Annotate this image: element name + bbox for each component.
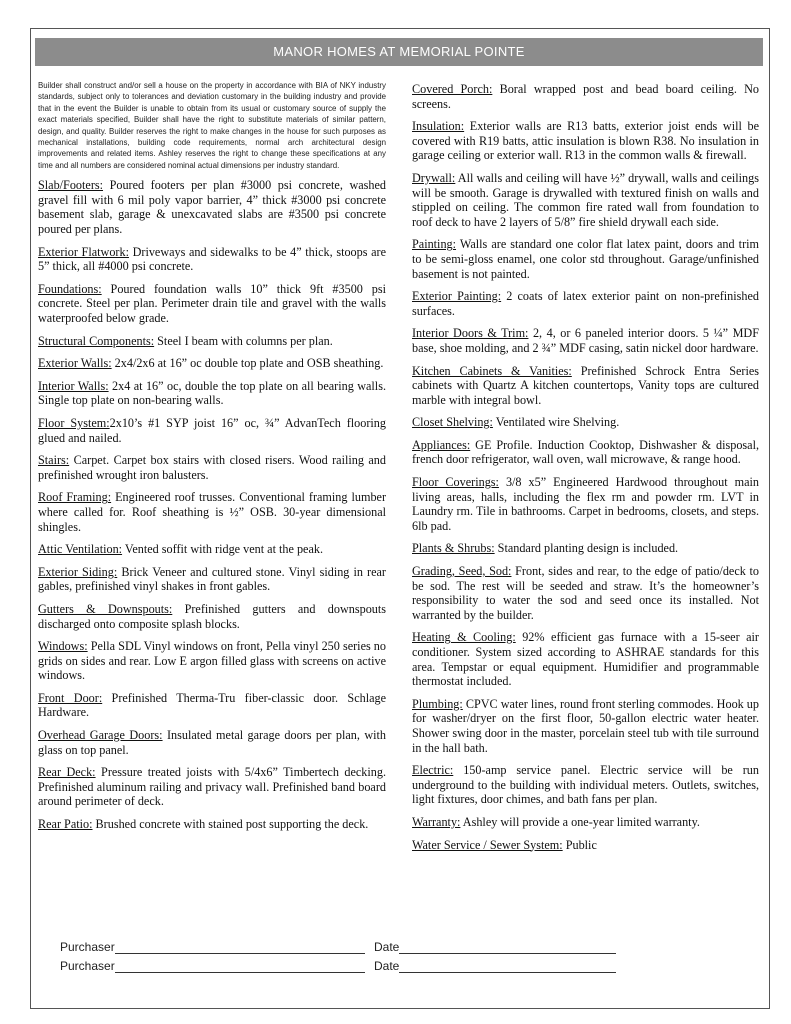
spec-text: Poured footers per plan #3000 psi concrete, washed gravel fill with 6 mil poly vapor barrier, 4” thick #3000 psi concrete basement slab, garage & unexcavated slabs are #3500 psi concrete poured per plans. <box>38 178 386 237</box>
spec-heading: Grading, Seed, Sod: <box>412 564 512 579</box>
spec-heading: Rear Deck: <box>38 765 96 780</box>
spec-text: Engineered roof trusses. Conventional framing lumber where called for. Roof sheathing is ½” OSB. 30-year dimensional shingles. <box>38 490 387 534</box>
date-label: Date <box>374 959 400 973</box>
spec-text: 2x4/2x6 at 16” oc double top plate and OSB sheathing. <box>111 356 384 371</box>
spec-text: All walls and ceiling will have ½” drywall, walls and ceilings will be smooth. Garage is drywalled with textured finish on walls and stippled on ceiling. The common fire rated wall from foundation to roof deck to have 2 layers of 5/8” fire shield drywall each side. <box>412 170 759 229</box>
date-line[interactable] <box>399 960 616 973</box>
signature-line[interactable] <box>115 941 365 954</box>
spec-heading: Plumbing: <box>412 696 463 711</box>
document-frame <box>30 28 770 1009</box>
spec-section <box>38 639 386 683</box>
purchaser-label: Purchaser <box>60 959 115 973</box>
spec-text: Pressure treated joists with 5/4x6” Timbertech decking. Prefinished aluminum railing and privacy wall. Prefinished band board around perimeter of deck. <box>38 765 387 809</box>
spec-heading: Heating & Cooling: <box>412 630 516 645</box>
spec-heading: Slab/Footers: <box>38 178 104 193</box>
spec-section <box>38 356 386 371</box>
spec-heading: Front Door: <box>38 690 103 705</box>
spec-section <box>412 541 759 556</box>
spec-text: GE Profile. Induction Cooktop, Dishwasher & disposal, french door refrigerator, wall oven, wall microwave, & range hood. <box>412 437 759 467</box>
spec-heading: Interior Doors & Trim: <box>412 326 529 341</box>
spec-text: Poured foundation walls 10” thick 9ft #3500 psi concrete. Steel per plan. Perimeter drain tile and gravel with the walls waterproofed below grade. <box>38 281 386 325</box>
spec-heading: Closet Shelving: <box>412 415 493 430</box>
builder-disclaimer: Builder shall construct and/or sell a house on the property in accordance with BIA of NKY industry standards, subject only to tolerances and deviation customary in the building industry and provide that in the event the Builder is unable to obtain from its usual or customary source of supply the exact materials specified, Builder shall have the right to substitute materials of similar pattern, design, and quality. Builder reserves the right to make changes in the house for such purposes as mechanical installations, building code requirements, normal arch architectural design improvements and related items. Ashley reserves the right to change these specifications at any time and all numbers are considered nominal actual dimensions per industry standard. <box>38 81 386 170</box>
spec-heading: Windows: <box>38 639 88 654</box>
page-title: MANOR HOMES AT MEMORIAL POINTE <box>35 38 763 66</box>
spec-section <box>412 815 759 830</box>
spec-text: Public <box>562 837 597 852</box>
purchaser-signature-line-1[interactable] <box>60 940 365 954</box>
spec-text: Steel I beam with columns per plan. <box>154 333 333 348</box>
spec-text: Standard planting design is included. <box>494 541 679 556</box>
right-column <box>412 82 759 860</box>
spec-heading: Kitchen Cabinets & Vanities: <box>412 363 572 378</box>
spec-text: 2x4 at 16” oc, double the top plate on all bearing walls. Single top plate on non-bearing walls. <box>38 378 386 408</box>
spec-heading: Covered Porch: <box>412 82 493 96</box>
spec-text: Carpet. Carpet box stairs with closed risers. Wood railing and prefinished wrought iron balusters. <box>38 453 386 482</box>
spec-section <box>412 475 759 533</box>
spec-heading: Exterior Walls: <box>38 356 112 371</box>
spec-heading: Gutters & Downspouts: <box>38 601 173 616</box>
spec-text: 92% efficient gas furnace with a 15-seer air conditioner. System sized according to ASHRAE standards for this area. Tempstar or equal equipment. Humidifier and programmable thermostat included. <box>412 630 759 689</box>
spec-heading: Interior Walls: <box>38 378 109 393</box>
spec-heading: Exterior Siding: <box>38 564 118 579</box>
spec-text: Walls are standard one color flat latex paint, doors and trim to be semi-gloss enamel, one color std throughout. Garage/unfinished basement is not painted. <box>412 237 759 281</box>
spec-text: Prefinished Schrock Entra Series cabinets with Quartz A kitchen countertops, Vanity tops are cultured marble with integral bowl. <box>412 363 759 407</box>
spec-section <box>38 691 386 720</box>
spec-section <box>38 245 386 274</box>
spec-section <box>412 630 759 688</box>
spec-text: 2 coats of latex exterior paint on non-prefinished surfaces. <box>412 289 759 318</box>
spec-section <box>412 564 759 622</box>
spec-text: Driveways and sidewalks to be 4” thick, stoops are 5” thick, all #4000 psi concrete. <box>38 244 386 274</box>
spec-heading: Drywall: <box>412 170 456 185</box>
spec-heading: Foundations: <box>38 281 102 296</box>
spec-text: 2, 4, or 6 paneled interior doors. 5 ¼” MDF base, shoe molding, and 2 ¾” MDF casing, satin nickel door hardware. <box>412 326 759 355</box>
spec-section <box>38 542 386 557</box>
signature-line[interactable] <box>115 960 365 973</box>
spec-heading: Warranty: <box>412 814 461 829</box>
spec-text: CPVC water lines, round front sterling commodes. Hook up for washer/dryer on the first floor, 50-gallon electric water heater. Shower swing door in the master, porcelain steel tub with tile surround in the hall bath. <box>412 696 759 755</box>
spec-text: Ashley will provide a one-year limited warranty. <box>460 814 700 829</box>
spec-section <box>412 364 759 408</box>
spec-section <box>412 697 759 755</box>
spec-heading: Water Service / Sewer System: <box>412 837 563 852</box>
spec-text: Front, sides and rear, to the edge of patio/deck to be sod. The rest will be seeded and straw. It’s the homeowner’s responsibility to water the sod and seed once its installed. Not warranted by the builder. <box>412 564 759 622</box>
spec-section <box>412 289 759 318</box>
spec-section <box>412 119 759 163</box>
purchaser-label: Purchaser <box>60 940 115 954</box>
date-line-1[interactable] <box>374 940 616 954</box>
left-column <box>38 80 386 840</box>
spec-section <box>38 565 386 594</box>
spec-section <box>38 490 386 534</box>
spec-text: 2x10’s #1 SYP joist 16” oc, ¾” AdvanTech flooring glued and nailed. <box>38 415 386 445</box>
date-label: Date <box>374 940 400 954</box>
spec-section <box>38 453 386 482</box>
spec-text: Ventilated wire Shelving. <box>492 415 620 430</box>
spec-section <box>38 334 386 349</box>
spec-text: 150-amp service panel. Electric service will be run underground to the building with individual meters. Outlets, switches, light fixtures, door chimes, and bath fans per plan. <box>412 763 759 807</box>
spec-text: Brick Veneer and cultured stone. Vinyl siding in rear gables, prefinished vinyl shakes in front gables. <box>38 564 386 594</box>
date-line[interactable] <box>399 941 616 954</box>
spec-text: Insulated metal garage doors per plan, with glass on top panel. <box>38 728 387 757</box>
spec-text: Pella SDL Vinyl windows on front, Pella vinyl 250 series no grids on sides and rear. Low E argon filled glass with screens on active windows. <box>38 639 386 683</box>
spec-section <box>38 602 386 631</box>
spec-heading: Structural Components: <box>38 333 155 348</box>
spec-text: Brushed concrete with stained post supporting the deck. <box>92 817 369 832</box>
spec-heading: Electric: <box>412 763 454 778</box>
spec-heading: Painting: <box>412 237 457 252</box>
spec-section <box>38 765 386 809</box>
date-line-2[interactable] <box>374 959 616 973</box>
spec-heading: Floor System: <box>38 415 110 430</box>
spec-section <box>412 82 759 111</box>
spec-section <box>412 415 759 430</box>
spec-heading: Floor Coverings: <box>412 475 499 490</box>
spec-text: Exterior walls are R13 batts, exterior joist ends will be covered with R19 batts, attic insulation is blown R38. No insulation in garage ceiling or exterior wall. R13 in the common walls & firewall. <box>412 119 759 163</box>
spec-heading: Roof Framing: <box>38 490 112 505</box>
spec-section <box>38 728 386 757</box>
spec-heading: Rear Patio: <box>38 817 93 832</box>
spec-section <box>38 379 386 408</box>
spec-section <box>412 237 759 281</box>
purchaser-signature-line-2[interactable] <box>60 959 365 973</box>
spec-section <box>38 416 386 445</box>
spec-text: Boral wrapped post and bead board ceiling. No screens. <box>412 82 760 111</box>
spec-section <box>412 438 759 467</box>
spec-heading: Attic Ventilation: <box>38 542 123 557</box>
spec-text: 3/8 x5” Engineered Hardwood throughout main living areas, halls, including the flex rm and powder rm. LVT in Laundry rm. Tile in bathrooms. Carpet in bedrooms, closets, and steps. 6lb pad. <box>412 475 759 533</box>
spec-heading: Plants & Shrubs: <box>412 541 495 556</box>
spec-text: Prefinished Therma-Tru fiber-classic door. Schlage Hardware. <box>38 690 386 720</box>
spec-heading: Insulation: <box>412 119 465 134</box>
spec-section <box>38 178 386 236</box>
spec-section <box>412 326 759 355</box>
spec-section <box>412 838 759 853</box>
spec-section <box>38 282 386 326</box>
spec-heading: Stairs: <box>38 453 70 468</box>
spec-heading: Overhead Garage Doors: <box>38 728 163 743</box>
spec-heading: Exterior Painting: <box>412 289 502 304</box>
spec-text: Prefinished gutters and downspouts discharged onto composite splash blocks. <box>38 601 387 631</box>
spec-section <box>412 763 759 807</box>
spec-heading: Exterior Flatwork: <box>38 244 129 259</box>
spec-text: Vented soffit with ridge vent at the peak. <box>122 542 323 557</box>
spec-section <box>38 817 386 832</box>
spec-heading: Appliances: <box>412 437 471 452</box>
spec-section <box>412 171 759 229</box>
